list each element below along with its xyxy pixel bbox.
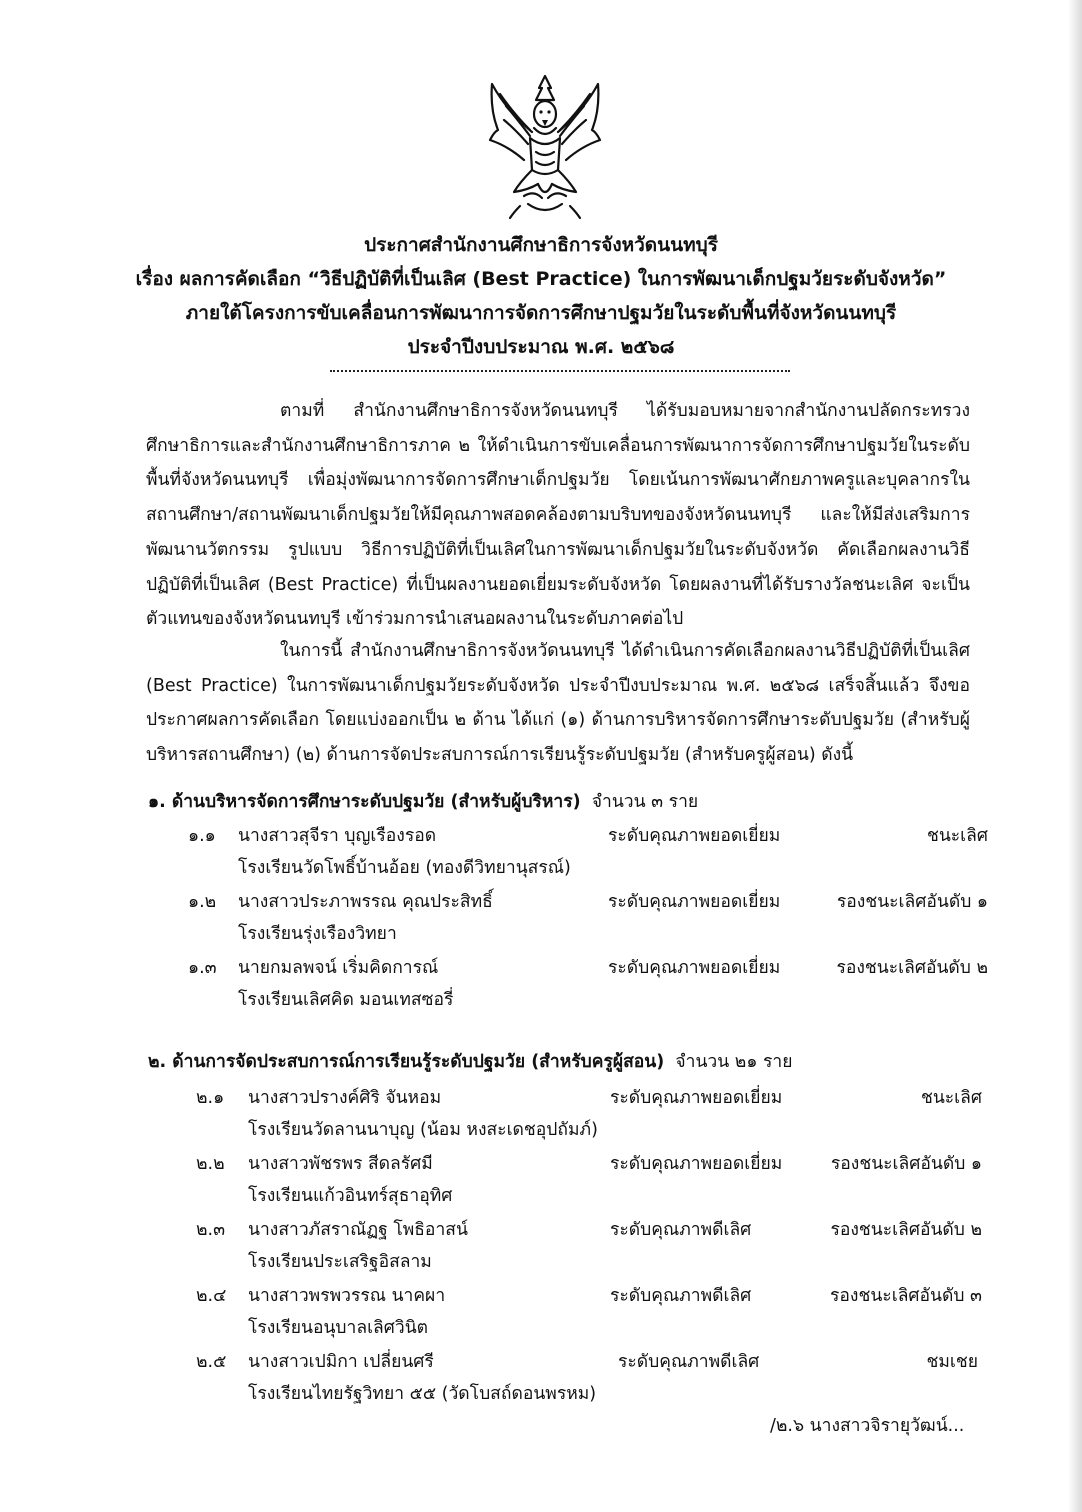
entry-level: ระดับคุณภาพยอดเยี่ยม xyxy=(608,958,781,978)
entry-award: รองชนะเลิศอันดับ ๑ xyxy=(836,892,988,912)
list-item xyxy=(0,820,1082,886)
section-1-heading xyxy=(148,786,698,818)
entry-award: ชมเชย xyxy=(926,1352,978,1372)
entry-award: รองชนะเลิศอันดับ ๒ xyxy=(830,1220,982,1240)
list-item xyxy=(0,1214,1082,1280)
entry-number: ๑.๑ xyxy=(188,826,216,846)
announcement-subject: เรื่อง ผลการคัดเลือก “วิธีปฏิบัติที่เป็นเลิศ (Best Practice) ในการพัฒนาเด็กปฐมวัยระดับจังหวัด” xyxy=(135,268,947,290)
announcement-title: ประกาศสำนักงานศึกษาธิการจังหวัดนนทบุรี xyxy=(364,234,718,256)
list-item xyxy=(0,952,1082,1018)
list-item xyxy=(0,886,1082,952)
entry-number: ๑.๒ xyxy=(188,892,217,912)
section-2-heading xyxy=(148,1046,792,1078)
entry-name: นางสาวพัชรพร สีดลรัศมี xyxy=(248,1154,433,1174)
entry-name: นางสาวเปมิกา เปลี่ยนศรี xyxy=(248,1352,434,1372)
entry-award: รองชนะเลิศอันดับ ๑ xyxy=(830,1154,982,1174)
list-item xyxy=(0,1280,1082,1346)
entry-school: โรงเรียนอนุบาลเลิศวินิต xyxy=(248,1318,429,1338)
entry-level: ระดับคุณภาพดีเลิศ xyxy=(610,1286,752,1306)
entry-name: นางสาวประภาพรรณ คุณประสิทธิ์ xyxy=(238,892,493,912)
entry-name: นางสาวปรางค์ศิริ จันหอม xyxy=(248,1088,442,1108)
entry-school: โรงเรียนเลิศคิด มอนเทสซอรี่ xyxy=(238,990,454,1010)
entry-number: ๒.๓ xyxy=(196,1220,226,1240)
entry-level: ระดับคุณภาพยอดเยี่ยม xyxy=(610,1088,783,1108)
entry-school: โรงเรียนประเสริฐอิสลาม xyxy=(248,1252,432,1272)
entry-school: โรงเรียนวัดลานนาบุญ (น้อม หงสะเดชอุปถัมภ์) xyxy=(248,1120,598,1140)
entry-number: ๑.๓ xyxy=(188,958,217,978)
section-2-count: จำนวน ๒๑ ราย xyxy=(675,1052,793,1072)
entry-number: ๒.๔ xyxy=(196,1286,227,1306)
section-2-title: ๒. ด้านการจัดประสบการณ์การเรียนรู้ระดับปฐมวัย (สำหรับครูผู้สอน) xyxy=(148,1052,665,1072)
body-paragraph-2: ในการนี้ สำนักงานศึกษาธิการจังหวัดนนทบุรี ได้ดำเนินการคัดเลือกผลงานวิธีปฏิบัติที่เป็นเลิศ (Best Practice) ในการพัฒนาเด็กปฐมวัยระดับจังหวัด ประจำปีงบประมาณ พ.ศ. ๒๕๖๘ เสร็จสิ้นแล้ว จึงขอประกาศผลการคัดเลือก โดยแบ่งออกเป็น ๒ ด้าน ได้แก่ (๑) ด้านการบริหารจัดการศึกษาระดับปฐมวัย (สำหรับผู้บริหารสถานศึกษา) (๒) ด้านการจัดประสบการณ์การเรียนรู้ระดับปฐมวัย (สำหรับครูผู้สอน) ดังนี้ xyxy=(146,641,970,766)
entry-school: โรงเรียนไทยรัฐวิทยา ๕๕ (วัดโบสถ์ดอนพรหม) xyxy=(248,1384,597,1404)
entry-award: รองชนะเลิศอันดับ ๓ xyxy=(830,1286,982,1306)
list-item xyxy=(0,1346,1082,1412)
section-1-count: จำนวน ๓ ราย xyxy=(591,792,699,812)
section-1-title: ๑. ด้านบริหารจัดการศึกษาระดับปฐมวัย (สำหรับผู้บริหาร) xyxy=(148,792,581,812)
entry-level: ระดับคุณภาพดีเลิศ xyxy=(610,1220,752,1240)
entry-level: ระดับคุณภาพยอดเยี่ยม xyxy=(608,826,781,846)
entry-school: โรงเรียนรุ่งเรืองวิทยา xyxy=(238,924,397,944)
entry-name: นางสาวภัสราณัฏฐ โพธิอาสน์ xyxy=(248,1220,468,1240)
entry-award: ชนะเลิศ xyxy=(920,1088,982,1108)
entry-award: รองชนะเลิศอันดับ ๒ xyxy=(836,958,988,978)
entry-number: ๒.๒ xyxy=(196,1154,225,1174)
garuda-emblem-icon xyxy=(484,70,606,220)
dotted-divider xyxy=(330,360,790,372)
announcement-fiscal-year: ประจำปีงบประมาณ พ.ศ. ๒๕๖๘ xyxy=(407,336,675,358)
page-continuation: /๒.๖ นางสาวจิรายุวัฒน์... xyxy=(770,1416,965,1436)
list-item xyxy=(0,1148,1082,1214)
body-paragraph-1: ตามที่ สำนักงานศึกษาธิการจังหวัดนนทบุรี ได้รับมอบหมายจากสำนักงานปลัดกระทรวงศึกษาธิการและสำนักงานศึกษาธิการภาค ๒ ให้ดำเนินการขับเคลื่อนการพัฒนาการจัดการศึกษาปฐมวัยในระดับพื้นที่จังหวัดนนทบุรี เพื่อมุ่งพัฒนาการจัดการศึกษาเด็กปฐมวัย โดยเน้นการพัฒนาศักยภาพครูและบุคลากรในสถานศึกษา/สถานพัฒนาเด็กปฐมวัยให้มีคุณภาพสอดคล้องตามบริบทของจังหวัดนนทบุรี และให้มีส่งเสริมการพัฒนานวัตกรรม รูปแบบ วิธีการปฏิบัติที่เป็นเลิศในการพัฒนาเด็กปฐมวัยในระดับจังหวัด คัดเลือกผลงานวิธีปฏิบัติที่เป็นเลิศ (Best Practice) ที่เป็นผลงานยอดเยี่ยมระดับจังหวัด โดยผลงานที่ได้รับรางวัลชนะเลิศ จะเป็นตัวแทนของจังหวัดนนทบุรี เข้าร่วมการนำเสนอผลงานในระดับภาคต่อไป xyxy=(146,401,970,630)
list-item xyxy=(0,1082,1082,1148)
entry-name: นายกมลพจน์ เริ่มคิดการณ์ xyxy=(238,958,439,978)
entry-name: นางสาวสุจีรา บุญเรืองรอด xyxy=(238,826,437,846)
announcement-project: ภายใต้โครงการขับเคลื่อนการพัฒนาการจัดการศึกษาปฐมวัยในระดับพื้นที่จังหวัดนนทบุรี xyxy=(185,302,897,324)
entry-name: นางสาวพรพวรรณ นาคผา xyxy=(248,1286,446,1306)
entry-award: ชนะเลิศ xyxy=(926,826,988,846)
entry-school: โรงเรียนแก้วอินทร์สุธาอุทิศ xyxy=(248,1186,453,1206)
entry-number: ๒.๕ xyxy=(196,1352,227,1372)
entry-school: โรงเรียนวัดโพธิ์บ้านอ้อย (ทองดีวิทยานุสรณ์) xyxy=(238,858,571,878)
entry-level: ระดับคุณภาพดีเลิศ xyxy=(618,1352,760,1372)
entry-level: ระดับคุณภาพยอดเยี่ยม xyxy=(610,1154,783,1174)
entry-number: ๒.๑ xyxy=(196,1088,225,1108)
entry-level: ระดับคุณภาพยอดเยี่ยม xyxy=(608,892,781,912)
